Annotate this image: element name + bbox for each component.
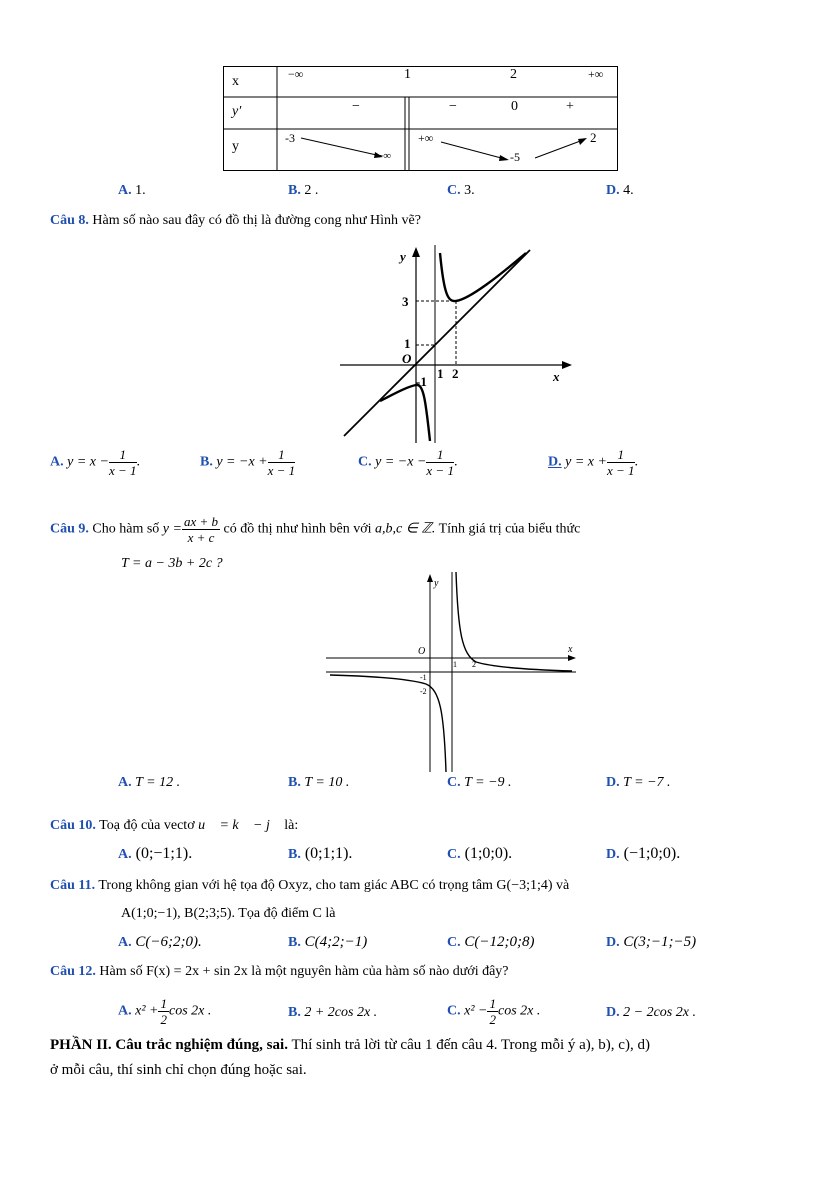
table-y-val: -3 <box>285 131 295 145</box>
q10-option-b[interactable]: B. (0;1;1). <box>288 845 353 862</box>
table-y-val: +∞ <box>418 131 434 145</box>
q11-stem: Câu 11. Trong không gian với hệ tọa độ Oxyz, cho tam giác ABC có trọng tâm G(−3;1;4) và <box>50 878 570 893</box>
q12-option-c[interactable]: C. x² − $\frac{1}{2}$ cos 2x . <box>447 996 541 1027</box>
q11-option-c[interactable]: C. C(−12;0;8) <box>447 934 535 950</box>
q9-graph-label: 2 <box>472 660 476 669</box>
q8-graph-label: x <box>553 369 560 384</box>
q10-option-d[interactable]: D. (−1;0;0). <box>606 845 681 862</box>
q9-graph-label: -2 <box>420 687 427 696</box>
table-yp-sign: 0 <box>511 99 518 114</box>
q7-option-a[interactable]: A. 1. <box>118 183 146 198</box>
q8-graph-label: y <box>400 249 406 264</box>
q9-expr: T = a − 3b + 2c ? <box>121 556 223 571</box>
part2-heading: PHẦN II. Câu trắc nghiệm đúng, sai. Thí sinh trả lời từ câu 1 đến câu 4. Trong mỗi ý a), b), c), d) <box>50 1037 650 1053</box>
table-x-val: +∞ <box>588 67 604 81</box>
q7-option-b[interactable]: B. 2 . <box>288 183 319 198</box>
q9-option-c[interactable]: C. T = −9 . <box>447 775 512 790</box>
q8-option-b[interactable]: B. y = −x + $\frac{1}{x - 1}$ <box>200 447 296 478</box>
q8-graph-label: 1 <box>404 336 411 351</box>
table-x-val: 2 <box>510 67 517 82</box>
q7-option-d[interactable]: D. 4. <box>606 183 634 198</box>
q9-stem: Câu 9. Cho hàm số y = $\frac{ax + b}{x + c}$ có đồ thị như hình bên với a,b,c ∈ ℤ. Tính giá trị của biểu thức <box>50 514 581 545</box>
table-x-val: −∞ <box>288 67 304 81</box>
q9-graph-label: O <box>418 646 426 657</box>
table-y-val: −∞ <box>377 150 392 162</box>
q12-option-a[interactable]: A. x² + $\frac{1}{2}$ cos 2x . <box>118 996 212 1027</box>
q10-option-c[interactable]: C. (1;0;0). <box>447 845 513 862</box>
q10-stem: Câu 10. Toạ độ của vectơ u⃗ = k⃗ − j⃗ là: <box>50 818 299 833</box>
q7-option-c[interactable]: C. 3. <box>447 183 475 198</box>
table-yp-sign: + <box>566 99 574 114</box>
q9-graph <box>326 572 576 772</box>
q9-graph-label: x <box>568 644 573 655</box>
q8-option-a[interactable]: A. y = x − $\frac{1}{x - 1}$ . <box>50 447 140 478</box>
table-y-val: 2 <box>590 130 597 145</box>
q8-graph-label: -1 <box>416 374 427 389</box>
q9-graph-label: 1 <box>453 660 457 669</box>
q8-graph-label: O <box>402 351 412 366</box>
q8-graph <box>340 245 572 443</box>
q11-stem-line2: A(1;0;−1), B(2;3;5). Tọa độ điểm C là <box>121 906 336 921</box>
q12-option-d[interactable]: D. 2 − 2cos 2x . <box>606 1005 696 1020</box>
table-x-val: 1 <box>404 67 411 82</box>
q11-option-b[interactable]: B. C(4;2;−1) <box>288 934 368 950</box>
q9-option-a[interactable]: A. T = 12 . <box>118 775 181 790</box>
q12-stem: Câu 12. Hàm số F(x) = 2x + sin 2x là một nguyên hàm của hàm số nào dưới đây? <box>50 964 509 979</box>
q8-graph-label: 3 <box>402 294 409 309</box>
q9-option-d[interactable]: D. T = −7 . <box>606 775 671 790</box>
q9-graph-label: -1 <box>420 673 427 682</box>
q10-option-a[interactable]: A. (0;−1;1). <box>118 845 193 862</box>
q8-stem: Câu 8. Hàm số nào sau đây có đồ thị là đường cong như Hình vẽ? <box>50 213 421 228</box>
q9-option-b[interactable]: B. T = 10 . <box>288 775 350 790</box>
table-x-header: x <box>232 74 239 89</box>
table-yp-sign: − <box>352 99 360 114</box>
table-yp-header: y′ <box>232 104 242 119</box>
q12-option-b[interactable]: B. 2 + 2cos 2x . <box>288 1005 378 1020</box>
q8-option-c[interactable]: C. y = −x − $\frac{1}{x - 1}$ . <box>358 447 458 478</box>
table-yp-sign: − <box>449 99 457 114</box>
q11-option-a[interactable]: A. C(−6;2;0). <box>118 934 202 950</box>
variation-table <box>223 66 618 171</box>
table-y-val: -5 <box>510 150 520 164</box>
q11-option-d[interactable]: D. C(3;−1;−5) <box>606 934 697 950</box>
part2-line2: ở mỗi câu, thí sinh chỉ chọn đúng hoặc sai. <box>50 1062 307 1078</box>
q8-option-d[interactable]: D. y = x + $\frac{1}{x - 1}$ . <box>548 447 638 478</box>
table-y-header: y <box>232 139 239 154</box>
q8-graph-label: 1 <box>437 366 444 381</box>
q8-graph-label: 2 <box>452 366 459 381</box>
q9-graph-label: y <box>434 578 439 589</box>
